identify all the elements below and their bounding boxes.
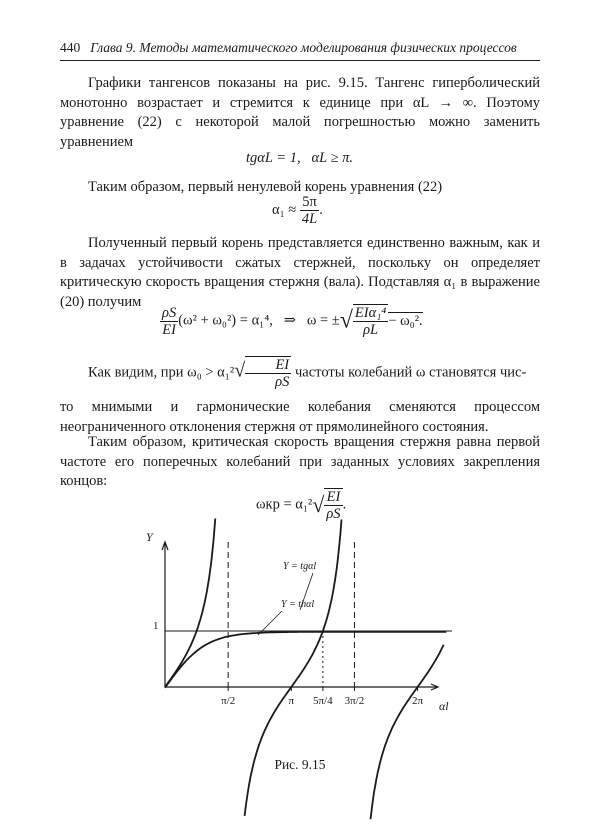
x-axis-label: αl — [439, 699, 449, 713]
x-tick-label: π/2 — [221, 695, 236, 707]
sqrt-icon: √ — [234, 359, 246, 382]
sqrt-icon: √ — [339, 307, 353, 334]
tanh-curve — [165, 632, 446, 688]
eq3-omega: ω = ± — [306, 312, 340, 329]
y-tick-label: 1 — [153, 620, 159, 632]
page-number: 440 — [60, 40, 81, 55]
figure-caption: Рис. 9.15 — [274, 757, 326, 772]
eq4-end: . — [342, 496, 347, 513]
tan-curve-branch — [165, 519, 215, 688]
condition-den: ρS — [275, 374, 290, 390]
eq2-den: 4L — [301, 211, 318, 227]
paragraph-4-end: частоты колебаний ω становятся чис- — [295, 364, 527, 381]
x-tick-label: 3π/2 — [344, 695, 365, 707]
paragraph-5: то мнимыми и гармонические колебания сменяются процессом неограниченного отклонения стержня от прямолинейного состояния. — [60, 399, 540, 435]
eq2-num: 5π — [300, 194, 319, 211]
x-tick-label: 5π/4 — [313, 695, 333, 707]
eq3-arrow: ⇒ — [283, 312, 296, 329]
eq4-lhs: ωкр = α₁² — [256, 496, 313, 513]
eq2-end: . — [319, 201, 323, 218]
chapter-title: Глава 9. Методы математического моделирования физических процессов — [90, 40, 517, 55]
eq2-lhs: α₁ ≈ — [272, 201, 297, 218]
eq3-mid: (ω² + ω₀²) = α₁⁴, — [178, 312, 273, 329]
eq4-den: ρS — [326, 506, 341, 522]
x-tick-label: 2π — [412, 695, 424, 707]
eq3-num2: EIα₁⁴ — [354, 305, 387, 321]
condition-lhs: ω₀ > α₁² — [187, 364, 235, 381]
annotation-tg: Y = tgαl — [283, 561, 317, 572]
x-tick-label: π — [288, 695, 295, 707]
eq3-tail: − ω₀². — [388, 312, 423, 329]
eq4-num: EI — [324, 489, 342, 506]
paragraph-2: Таким образом, первый ненулевой корень уравнения (22) — [88, 179, 443, 195]
eq3-den1: EI — [162, 321, 176, 338]
eq1-main: tgαL = 1, — [246, 150, 301, 166]
eq3-den2: ρL — [363, 322, 379, 338]
paragraph-1: Графики тангенсов показаны на рис. 9.15. Тангенс гиперболический монотонно возрастает и стремится к единице при αL → ∞. Поэтому уравнение (22) с некоторой малой погрешностью можно заменить уравнением — [60, 75, 540, 150]
condition-num: EI — [245, 357, 291, 374]
eq1-condition: αL ≥ π. — [311, 150, 353, 166]
eq3-num1: ρS — [162, 304, 177, 321]
paragraph-4-start: Как видим, при — [88, 364, 184, 381]
paragraph-3: Полученный первый корень представляется единственно важным, как и в задачах устойчивости сжатых стержней, поскольку он определяет критическую скорость вращения стержня (вала). Подставляя α₁ в выражение (20) получим — [60, 235, 540, 310]
tan-curve-branch — [371, 645, 444, 820]
annotation-th: Y = thαl — [281, 599, 315, 610]
paragraph-6: Таким образом, критическая скорость вращения стержня равна первой частоте его поперечных колебаний при заданных условиях закрепления концов: — [60, 434, 540, 489]
sqrt-icon: √ — [312, 492, 325, 517]
y-axis-label: Y — [146, 530, 153, 544]
